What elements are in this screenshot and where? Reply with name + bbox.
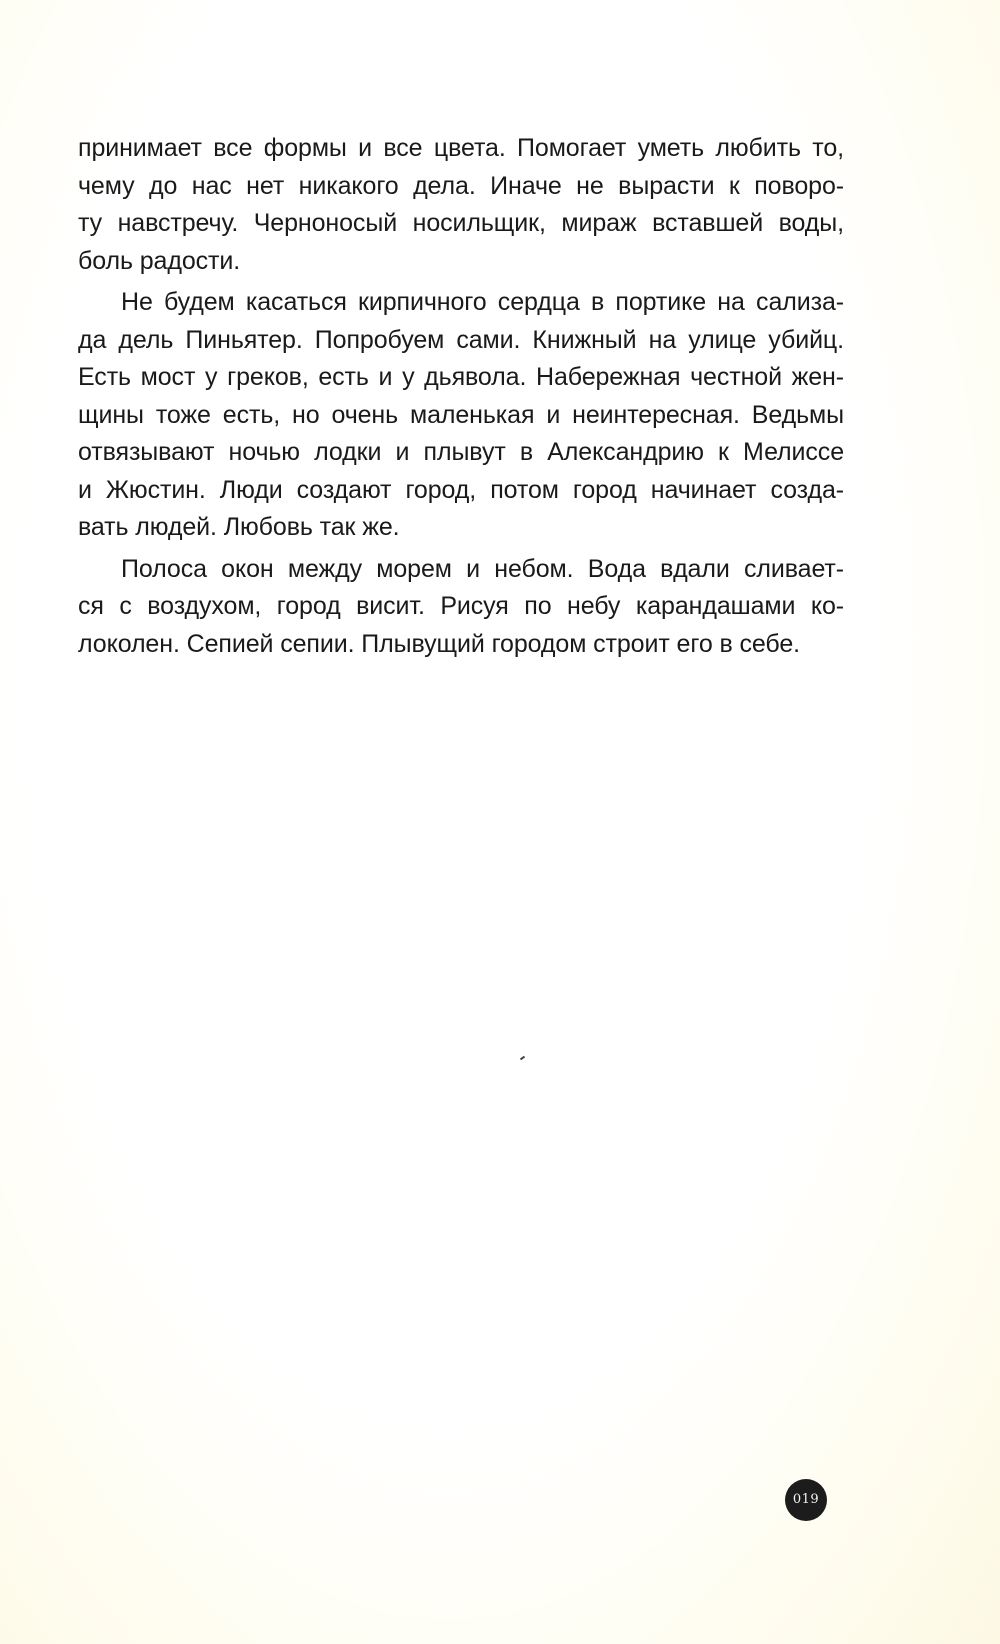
text-line: чему до нас нет никакого дела. Иначе не вырасти к поворо- [78,171,844,200]
text-line: боль радости. [78,246,241,275]
text-line: принимает все формы и все цвета. Помогает уметь любить то, [78,134,844,162]
stray-ink-mark [520,1056,525,1061]
text-line: ся с воздухом, город висит. Рисуя по небу карандашами ко- [78,592,844,620]
body-text [78,130,844,667]
text-line: Полоса окон между морем и небом. Вода вдали сливает- [121,554,844,583]
text-line: щины тоже есть, но очень маленькая и неинтересная. Ведьмы [78,400,844,429]
text-line: Есть мост у греков, есть и у дьявола. Набережная честной жен- [78,363,844,391]
paragraph-1 [78,130,844,280]
text-line: да дель Пиньятер. Попробуем сами. Книжный на улице убийц. [78,325,844,354]
paragraph-2 [78,284,844,547]
text-line: Не будем касаться кирпичного сердца в портике на сализа- [121,288,844,316]
paragraph-3 [78,551,844,664]
text-line: вать людей. Любовь так же. [78,513,400,541]
text-line: ту навстречу. Черноносый носильщик, мираж вставшей воды, [78,209,844,237]
text-line: отвязывают ночью лодки и плывут в Александрию к Мелиссе [78,438,844,466]
text-line: локолен. Сепией сепии. Плывущий городом строит его в себе. [78,629,801,658]
text-line: и Жюстин. Люди создают город, потом город начинает созда- [78,475,844,504]
page-number-badge: 019 [785,1479,827,1521]
